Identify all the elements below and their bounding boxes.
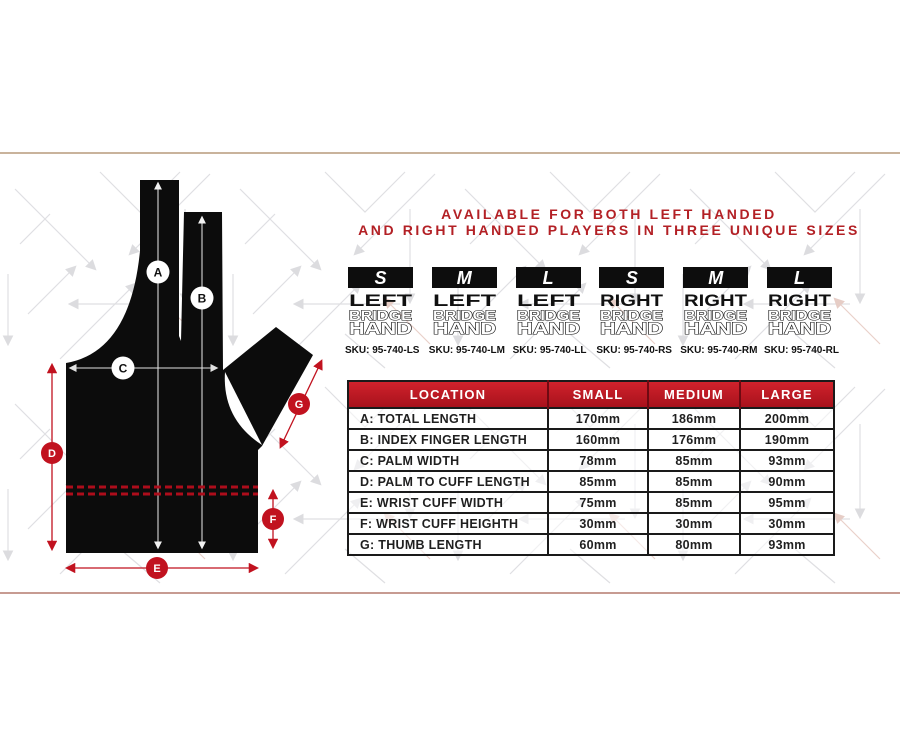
row-small: 85mm <box>548 471 648 492</box>
bridge-label: BRIDGE <box>349 308 412 323</box>
glove-measurement-diagram <box>0 155 345 595</box>
row-location: C: PALM WIDTH <box>348 450 548 471</box>
glove-silhouette <box>66 180 313 553</box>
hand-label: RIGHT <box>600 291 665 310</box>
row-medium: 80mm <box>648 534 740 555</box>
size-letter: L <box>542 267 554 288</box>
size-letter: M <box>708 267 724 288</box>
row-location: A: TOTAL LENGTH <box>348 408 548 429</box>
table-row <box>348 471 834 492</box>
size-letter: M <box>456 267 472 288</box>
bridge-label: BRIDGE <box>600 308 664 323</box>
row-small: 60mm <box>548 534 648 555</box>
hand-word-label: HAND <box>600 319 664 338</box>
table-row <box>348 450 834 471</box>
row-location: D: PALM TO CUFF LENGTH <box>348 471 548 492</box>
sku-label: SKU: 95-740-RS <box>596 345 672 356</box>
sku-label: SKU: 95-740-LS <box>345 345 420 356</box>
label-g: G <box>294 399 304 411</box>
size-letter-badge <box>516 267 581 288</box>
sku-label: SKU: 95-740-RL <box>763 345 840 356</box>
hand-word-label: HAND <box>349 319 412 338</box>
header-location: LOCATION <box>348 381 548 408</box>
table-header-row <box>348 381 834 408</box>
row-small: 160mm <box>548 429 648 450</box>
label-a: A <box>153 265 163 280</box>
size-letter: S <box>625 267 638 288</box>
label-b: B <box>197 291 207 306</box>
row-small: 78mm <box>548 450 648 471</box>
row-small: 75mm <box>548 492 648 513</box>
row-medium: 30mm <box>648 513 740 534</box>
row-large: 93mm <box>740 534 834 555</box>
size-letter-badge <box>767 267 832 288</box>
size-letter: L <box>793 267 805 288</box>
row-small: 30mm <box>548 513 648 534</box>
label-d: D <box>48 448 56 460</box>
header-large: LARGE <box>740 381 834 408</box>
label-c: C <box>118 361 128 376</box>
size-option-right-l <box>763 267 840 356</box>
bridge-label: BRIDGE <box>684 308 748 323</box>
table-row <box>348 492 834 513</box>
row-large: 200mm <box>740 408 834 429</box>
hand-label: LEFT <box>432 291 497 310</box>
sku-label: SKU: 95-740-LM <box>428 345 505 356</box>
table-row <box>348 513 834 534</box>
table-row <box>348 534 834 555</box>
hand-word-label: HAND <box>684 319 748 338</box>
size-options-row <box>345 267 840 356</box>
hand-word-label: HAND <box>767 319 831 338</box>
hand-label: LEFT <box>349 291 413 310</box>
size-chart-table <box>347 380 835 556</box>
header-small: SMALL <box>548 381 648 408</box>
size-letter: S <box>374 267 387 288</box>
label-e: E <box>153 563 161 575</box>
size-letter-badge <box>432 267 497 288</box>
row-medium: 85mm <box>648 492 740 513</box>
row-large: 95mm <box>740 492 834 513</box>
header-medium: MEDIUM <box>648 381 740 408</box>
row-location: E: WRIST CUFF WIDTH <box>348 492 548 513</box>
table-row <box>348 408 834 429</box>
size-option-right-s <box>596 267 672 356</box>
row-large: 90mm <box>740 471 834 492</box>
hand-label: RIGHT <box>684 291 748 310</box>
size-letter-badge <box>683 267 748 288</box>
sku-label: SKU: 95-740-LL <box>512 345 587 356</box>
hand-word-label: HAND <box>432 319 496 338</box>
row-large: 93mm <box>740 450 834 471</box>
bridge-label: BRIDGE <box>432 308 496 323</box>
size-letter-badge <box>599 267 664 288</box>
top-divider <box>0 152 900 154</box>
label-f: F <box>269 514 277 526</box>
bridge-label: BRIDGE <box>516 308 580 323</box>
row-medium: 176mm <box>648 429 740 450</box>
size-option-left-l <box>512 267 587 356</box>
size-option-right-m <box>680 267 758 356</box>
row-location: B: INDEX FINGER LENGTH <box>348 429 548 450</box>
row-medium: 85mm <box>648 450 740 471</box>
row-medium: 85mm <box>648 471 740 492</box>
size-option-left-s <box>345 267 420 356</box>
bridge-label: BRIDGE <box>767 308 831 323</box>
size-option-left-m <box>428 267 505 356</box>
row-location: G: THUMB LENGTH <box>348 534 548 555</box>
availability-heading <box>320 206 898 238</box>
row-large: 30mm <box>740 513 834 534</box>
row-small: 170mm <box>548 408 648 429</box>
hand-label: RIGHT <box>767 291 832 310</box>
hand-label: LEFT <box>516 291 581 310</box>
table-row <box>348 429 834 450</box>
sku-label: SKU: 95-740-RM <box>680 345 758 356</box>
heading-line-2: AND RIGHT HANDED PLAYERS IN THREE UNIQUE SIZES <box>358 222 860 238</box>
row-large: 190mm <box>740 429 834 450</box>
row-location: F: WRIST CUFF HEIGHTH <box>348 513 548 534</box>
heading-line-1: AVAILABLE FOR BOTH LEFT HANDED <box>441 206 777 222</box>
size-letter-badge <box>348 267 413 288</box>
row-medium: 186mm <box>648 408 740 429</box>
hand-word-label: HAND <box>516 319 580 338</box>
